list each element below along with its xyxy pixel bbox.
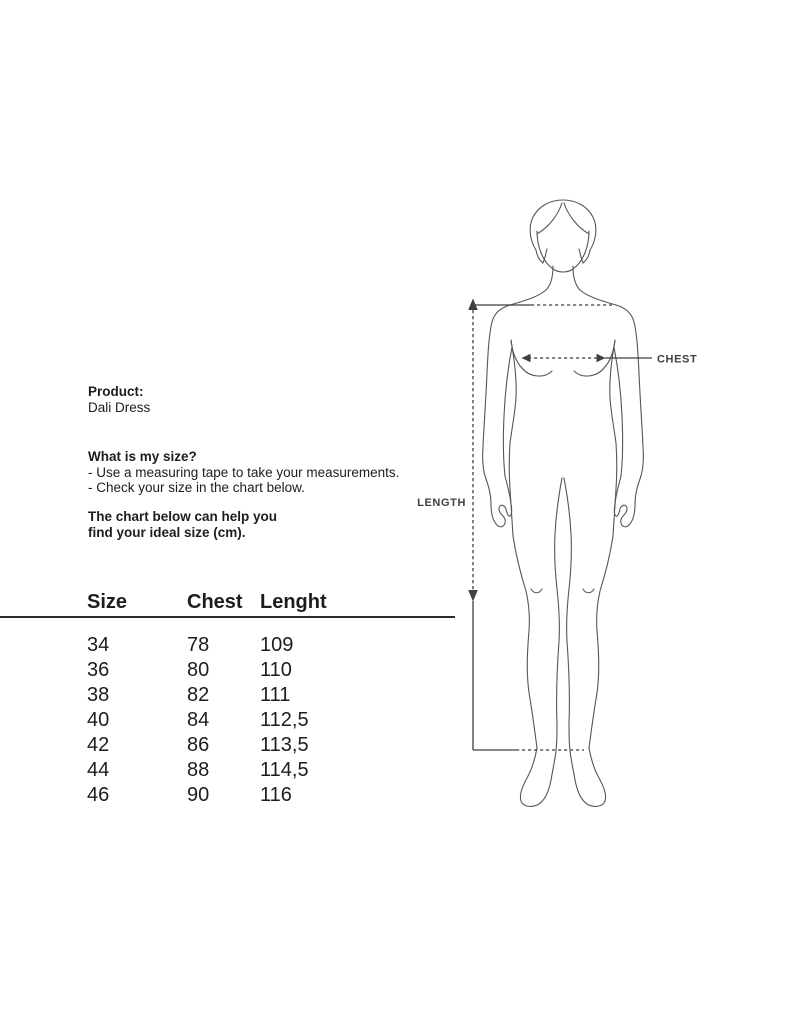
table-cell: 109 — [260, 634, 294, 656]
size-help-heading: What is my size? — [88, 449, 197, 464]
table-cell: 78 — [187, 634, 210, 656]
column-header-chest: Chest — [187, 591, 243, 613]
table-row — [0, 683, 460, 708]
table-row — [0, 783, 460, 808]
chest-label: CHEST — [657, 353, 698, 366]
measurement-figure — [408, 193, 718, 821]
table-row — [0, 708, 460, 733]
instruction-line-1: - Use a measuring tape to take your measurements. — [88, 464, 400, 480]
table-cell: 40 — [87, 709, 110, 731]
table-cell: 90 — [187, 784, 210, 806]
table-cell: 86 — [187, 734, 210, 756]
arrow-right-icon — [597, 354, 606, 362]
note-line-1: The chart below can help you — [88, 509, 278, 524]
table-cell: 42 — [87, 734, 110, 756]
figure-outline — [483, 200, 644, 806]
table-cell: 113,5 — [260, 734, 309, 756]
table-cell: 84 — [187, 709, 210, 731]
table-row — [0, 758, 460, 783]
note-block — [88, 509, 277, 540]
table-cell: 80 — [187, 659, 210, 681]
table-cell: 112,5 — [260, 709, 309, 731]
table-cell: 116 — [260, 784, 292, 806]
header-divider — [0, 616, 455, 618]
table-cell: 34 — [87, 634, 110, 656]
column-header-lenght: Lenght — [260, 591, 327, 613]
chest-arrow — [522, 354, 653, 362]
table-row — [0, 633, 460, 658]
table-cell: 88 — [187, 759, 210, 781]
table-cell: 114,5 — [260, 759, 309, 781]
table-cell: 82 — [187, 684, 210, 706]
size-help-block — [88, 449, 399, 496]
arrow-up-icon — [468, 299, 478, 311]
size-chart-header — [0, 590, 460, 615]
note-line-2: find your ideal size (cm). — [88, 524, 246, 540]
product-label: Product: — [88, 384, 144, 399]
instruction-line-2: - Check your size in the chart below. — [88, 480, 305, 495]
column-header-size: Size — [87, 591, 128, 613]
table-row — [0, 658, 460, 683]
table-cell: 110 — [260, 659, 292, 681]
table-cell: 46 — [87, 784, 110, 806]
table-cell: 44 — [87, 759, 110, 781]
table-row — [0, 733, 460, 758]
table-cell: 38 — [87, 684, 110, 706]
table-cell: 111 — [260, 684, 291, 706]
arrow-left-icon — [522, 354, 531, 362]
product-name: Dali Dress — [88, 399, 151, 415]
table-cell: 36 — [87, 659, 110, 681]
length-label: LENGTH — [417, 497, 466, 509]
product-block — [88, 384, 150, 415]
length-arrow — [468, 299, 612, 751]
arrow-down-icon — [468, 590, 478, 602]
